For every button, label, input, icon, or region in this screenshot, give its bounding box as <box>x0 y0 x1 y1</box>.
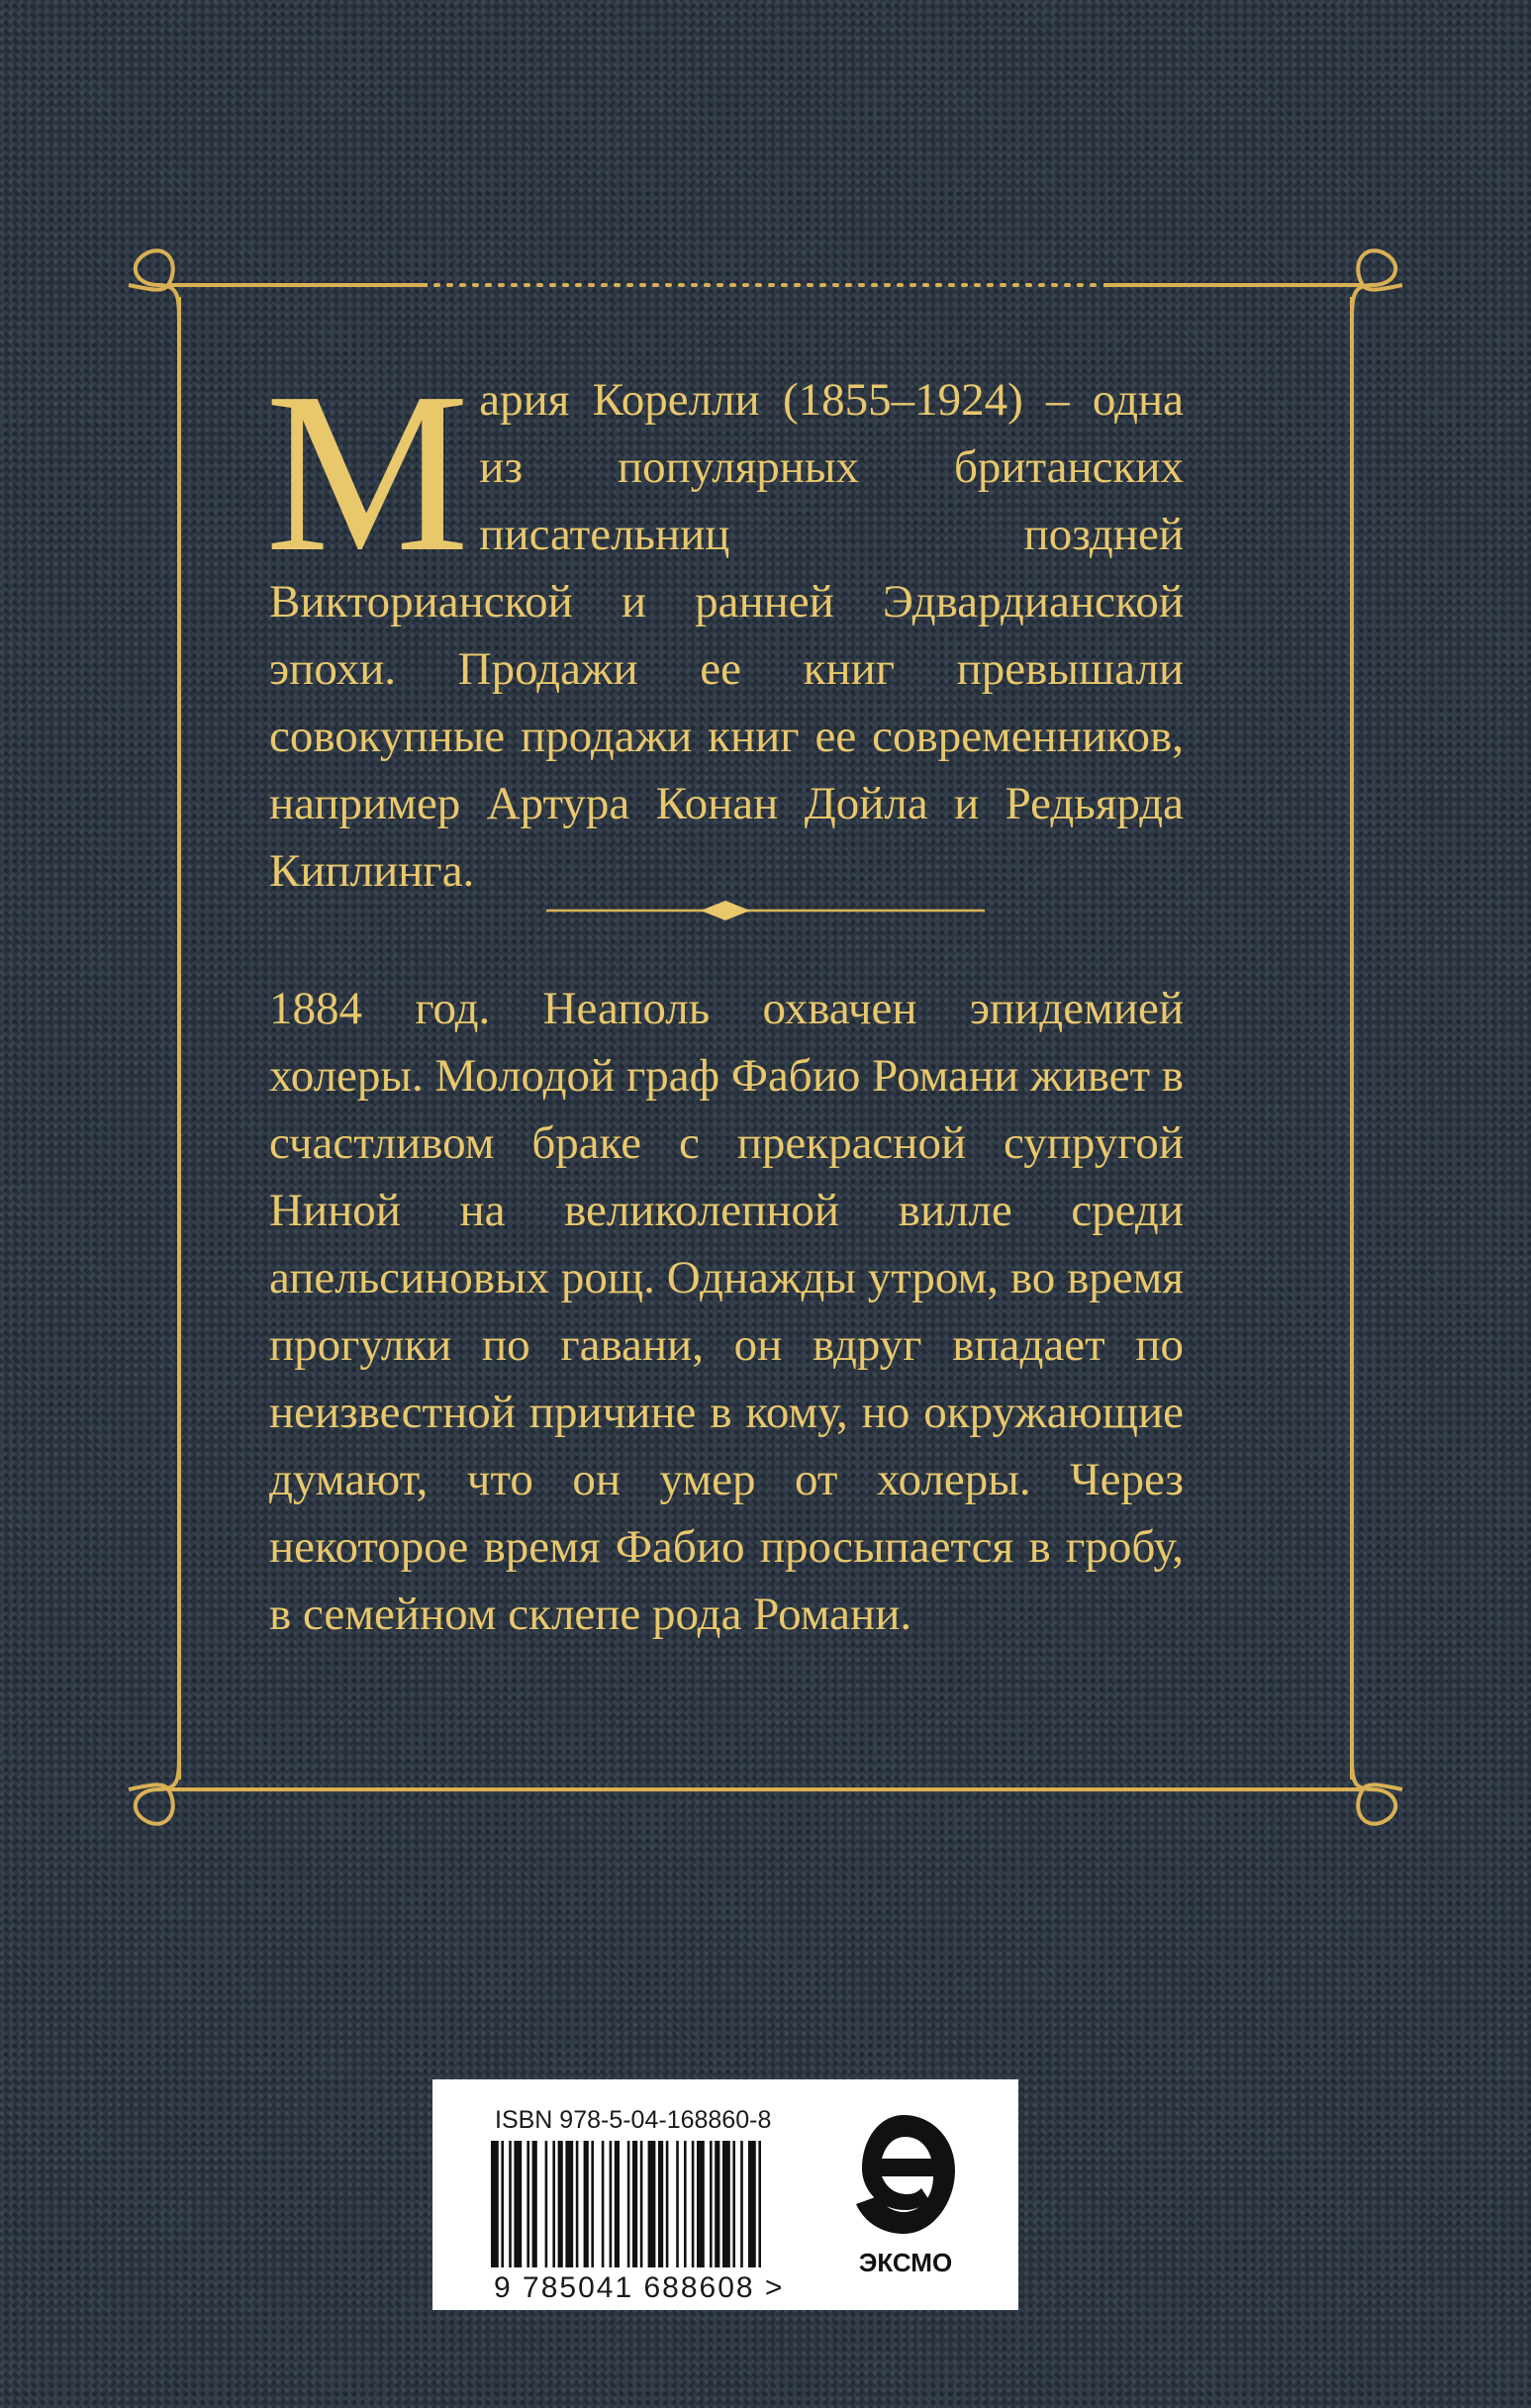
author-bio <box>265 345 1184 905</box>
isbn-label: ISBN 978-5-04-168860-8 <box>495 2106 772 2134</box>
barcode <box>491 2141 857 2271</box>
publisher-name: ЭКСМО <box>858 2248 953 2277</box>
eksmo-logo-icon <box>848 2111 959 2240</box>
drop-cap: М <box>265 345 466 600</box>
isbn-box <box>432 2079 1018 2310</box>
barcode-digits: 9 785041 688608 > <box>494 2271 785 2304</box>
book-blurb: 1884 год. Неаполь охвачен эпидемией холеры. Молодой граф Фабио Романи живет в счастливом браке с прекрасной супругой Ниной на великолепной вилле среди апельсиновых рощ. Однажды утром, во время прогулки по гавани, он вдруг впадает по неизвестной причине в кому, но окружающие думают, что он умер от холеры. Через некоторое время Фабио просыпается в гробу, в семейном склепе рода Романи. <box>269 983 1184 1640</box>
bio-text: ария Корелли (1855–1924) – одна из популярных британских писательниц поздней Викторианской и ранней Эдвардианской эпохи. Продажи ее книг превышали совокупные продажи книг ее современников, например Артура Конан Дойла и Редьярда Киплинга. <box>269 374 1184 897</box>
